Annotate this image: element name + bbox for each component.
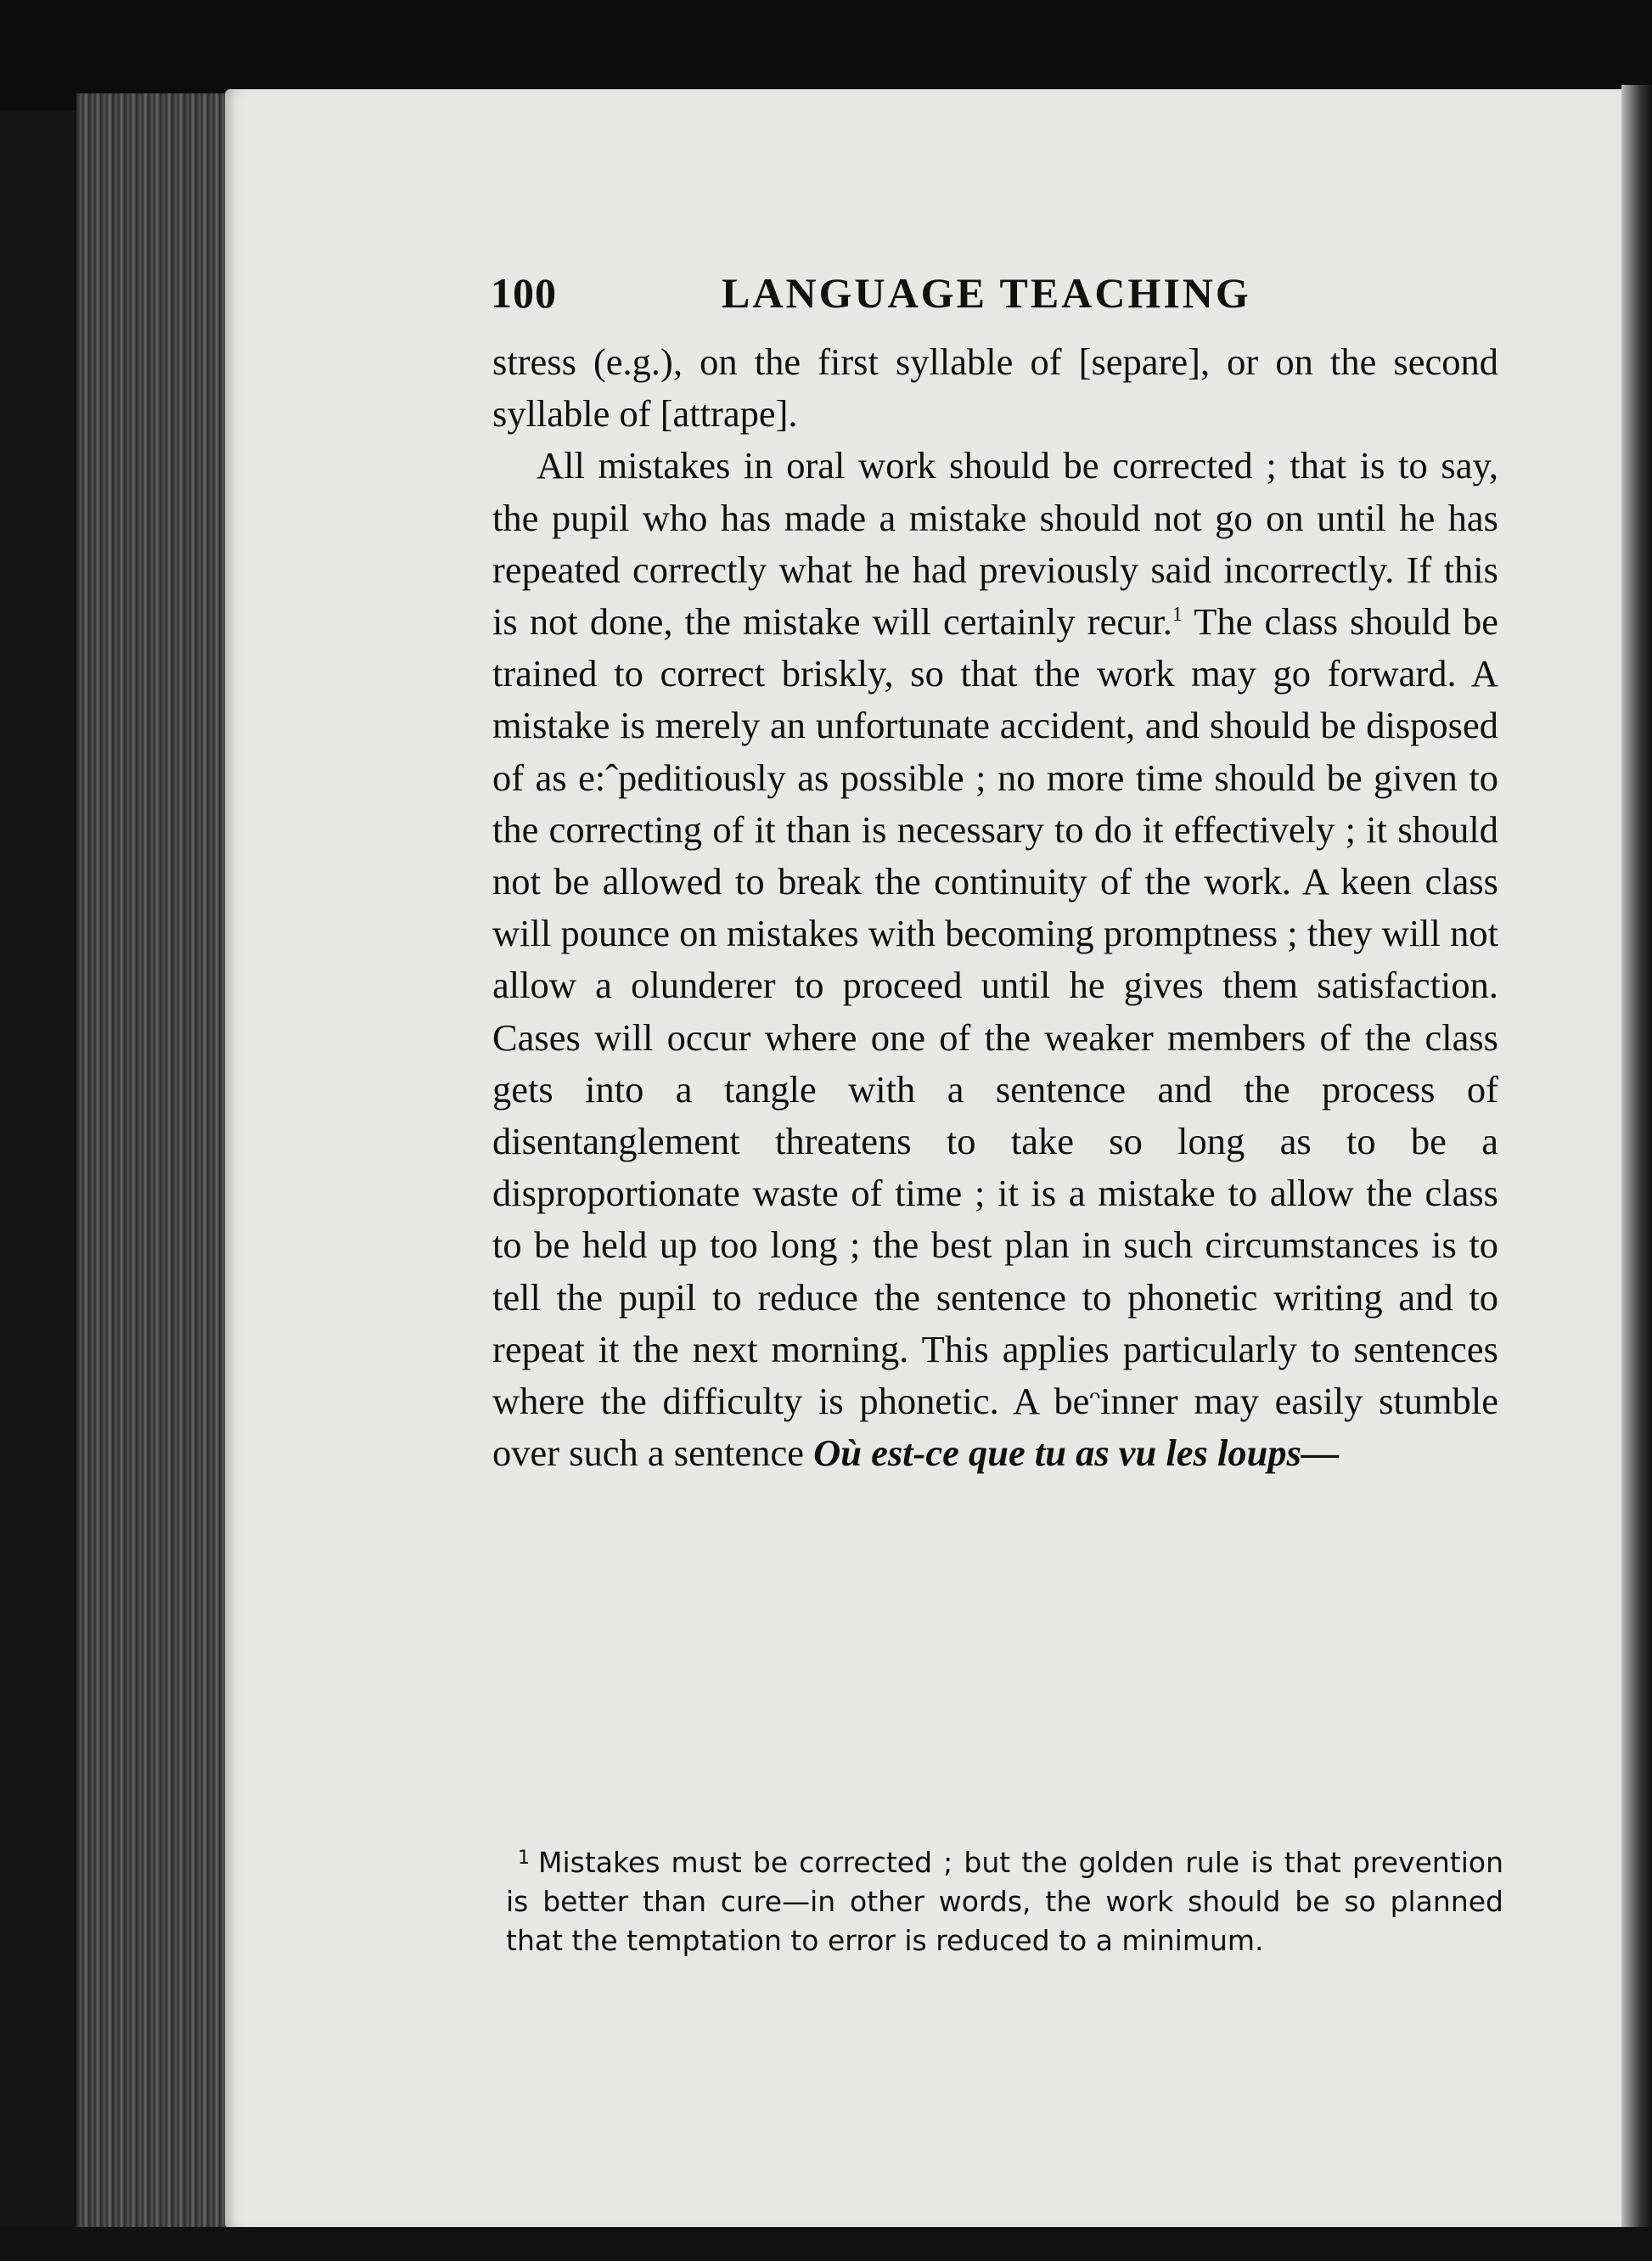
footnote	[506, 1839, 1503, 1960]
page-number: 100	[491, 269, 557, 317]
body-text	[492, 336, 1498, 1479]
paragraph-mistakes	[492, 440, 1498, 1479]
paragraph-text-part1: All mistakes in oral work should be corrected ; that is to say, the pupil who has made a mistake should not go on until he has repeated correctly what he had previously said incorrectly. If this is not done, the mistake will certainly recur.	[492, 444, 1498, 644]
footnote-text: Mistakes must be corrected ; but the golden rule is that prevention is better than cure—in other words, the work should be so planned that the temptation to error is reduced to a minimum.	[506, 1846, 1503, 1957]
french-example-sentence: Où est-ce que tu as vu les loups—	[813, 1431, 1340, 1475]
paragraph-continued: stress (e.g.), on the first syllable of [separe], or on the second syllable of [attrape].	[492, 340, 1498, 436]
scan-right-edge	[1621, 85, 1652, 2261]
footnote-marker: 1	[518, 1848, 530, 1869]
footnote-reference: 1	[1172, 604, 1183, 627]
paragraph-text-part2: The class should be trained to correct briskly, so that the work may go forward. A mistake is merely an unfortunate accident, and should be disposed of as e:ˆpeditiously as possible ; no more time should be given to the correcting of it than is necessary to do it effectively ; it should not be allowed to break the continuity of the work. A keen class will pounce on mistakes with becoming promptness ; they will not allow a olunderer to proceed until he gives them satisfaction. Cases will occur where one of the weaker members of the class gets into a tangle with a sentence and the process of disentanglement threatens to take so long as to be a disproportionate waste of time ; it is a mistake to allow the class to be held up too long ; the best plan in such circumstances is to tell the pupil to reduce the sentence to phonetic writing and to repeat it the next morning. This applies particularly to sentences where the difficulty is phonetic. A beᵔinner may easily stumble over such a sentence	[492, 600, 1498, 1475]
scan-bottom-background	[0, 2227, 1652, 2261]
running-title: LANGUAGE TEACHING	[722, 269, 1251, 317]
page-header	[491, 268, 1492, 319]
book-page-edges	[76, 93, 229, 2233]
footnotes	[506, 1839, 1503, 1960]
scan-left-background	[0, 0, 85, 2261]
